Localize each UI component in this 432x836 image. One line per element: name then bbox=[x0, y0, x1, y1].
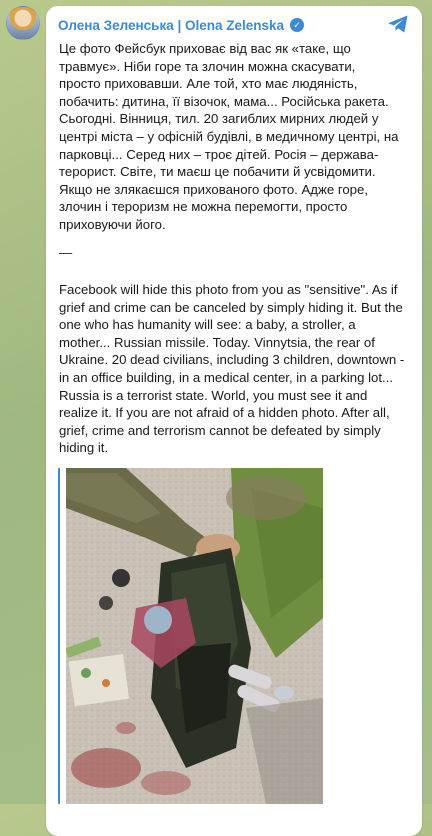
telegram-icon[interactable] bbox=[386, 12, 410, 36]
quote-bar bbox=[58, 468, 60, 804]
message-photo[interactable] bbox=[66, 468, 323, 804]
channel-avatar[interactable] bbox=[6, 6, 40, 40]
photo-scene bbox=[66, 468, 323, 804]
message-text-english: Facebook will hide this photo from you as "sensitive". As if grief and crime can be canceled by simply hiding it. But the one who has humanity will see: a baby, a stroller, a mother... Russian missile. Today. Vinnytsia, the rear of Ukraine. 20 dead civilians, including 3 children, downtown - in an office building, in a medical center, in a parking lot... Russia is a terrorist state. World, you must see it and realize it. If you are not afraid of a hidden photo. After all, grief, crime and terrorism cannot be defeated by simply hiding it. bbox=[59, 282, 405, 456]
author-name[interactable]: Олена Зеленська | Olena Zelenska bbox=[58, 17, 285, 33]
message-header bbox=[58, 16, 304, 34]
message-text-ukrainian: Це фото Фейсбук приховає від вас як «таке, що травмує». Ніби горе та злочин можна скасувати, просто приховавши. Але той, хто має людяність, побачить: дитина, її візочок, мама... Російська ракета. Сьогодні. Вінниця, тил. 20 загиблих мирних людей у центрі міста – у офісній будівлі, в медичному центрі, на парковці... Серед них – троє дітей. Росія – держава- терорист. Світе, ти маєш це побачити й усвідомити. Якщо не злякаєшся прихованого фото. Адже горе, злочин і тероризм не можна перемогти, просто приховуючи його. bbox=[59, 41, 399, 232]
verified-check-icon: ✓ bbox=[290, 18, 304, 32]
text-separator: — bbox=[59, 245, 73, 260]
